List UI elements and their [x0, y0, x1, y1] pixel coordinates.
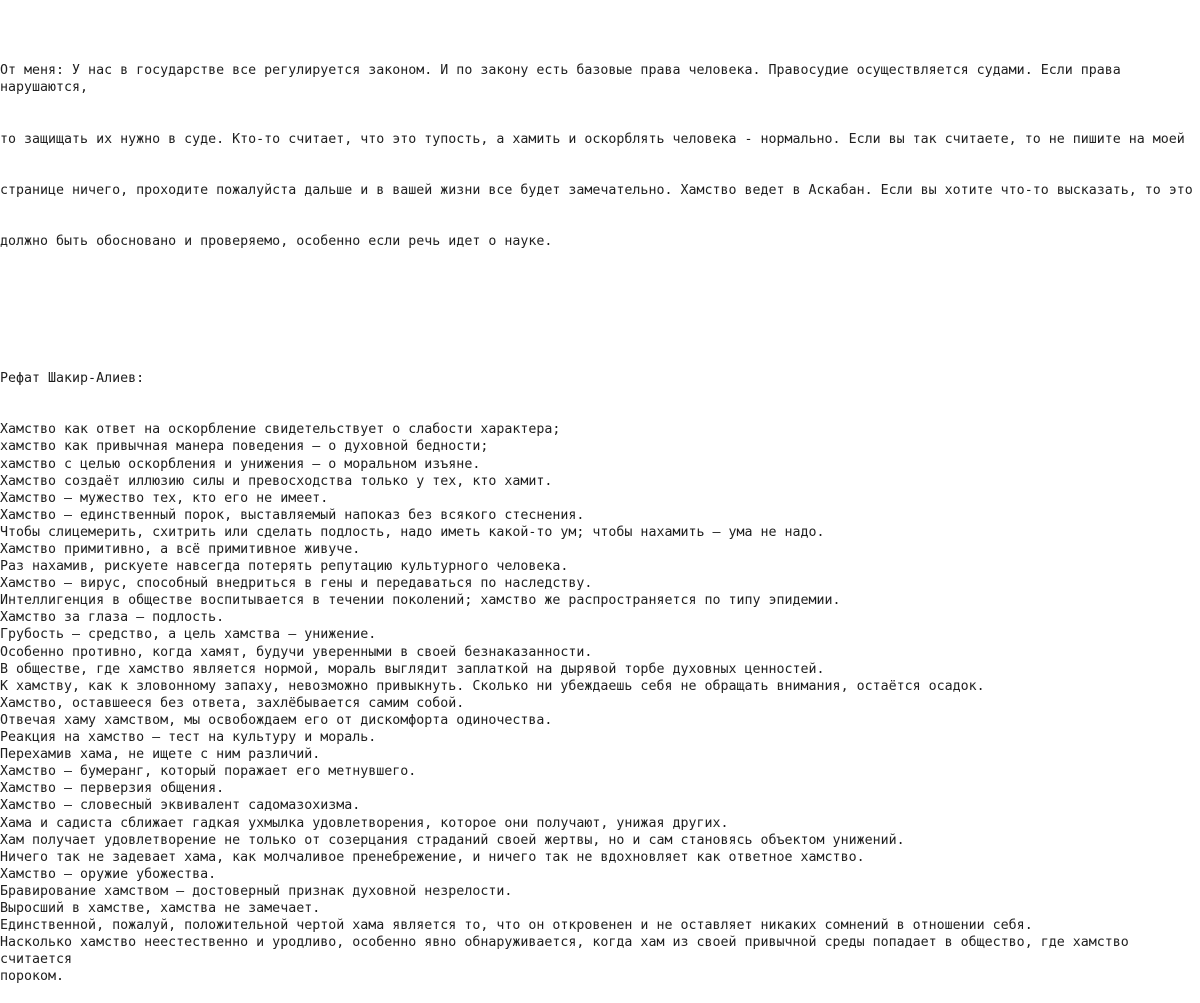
- quote-line: пороком.: [0, 969, 65, 985]
- quote-line: Хам получает удовлетворение не только от созерцания страданий своей жертвы, но и сам становясь объектом унижений.: [0, 832, 905, 848]
- quote-line: Интеллигенция в обществе воспитывается в течении поколений; хамство же распространяется по типу эпидемии.: [0, 593, 841, 609]
- quote-line: Особенно противно, когда хамят, будучи уверенными в своей безнаказанности.: [0, 644, 593, 660]
- quote-line: Хама и садиста сближает гадкая ухмылка удовлетворения, которое они получают, унижая других.: [0, 815, 729, 831]
- quote-line: Насколько хамство неестественно и уродливо, особенно явно обнаруживается, когда хам из своей привычной среды попадает в общество, где хамство считается: [0, 935, 1137, 968]
- quote-line: Бравирование хамством – достоверный признак духовной незрелости.: [0, 883, 513, 899]
- quotes-list: [0, 421, 1200, 985]
- quote-line: К хамству, как к зловонному запаху, невозможно привыкнуть. Сколько ни убеждаешь себя не обращать внимания, остаётся осадок.: [0, 678, 985, 694]
- quote-line: Раз нахамив, рискуете навсегда потерять репутацию культурного человека.: [0, 559, 569, 575]
- intro-line: странице ничего, проходите пожалуйста дальше и в вашей жизни все будет замечательно. Хамство ведет в Аскабан. Если вы хотите что-то высказать, то это: [0, 183, 1193, 199]
- intro-line: то защищать их нужно в суде. Кто-то считает, что это тупость, а хамить и оскорблять человека - нормально. Если вы так считаете, то не пишите на моей: [0, 131, 1185, 147]
- quote-line: Хамство создаёт иллюзию силы и превосходства только у тех, кто хамит.: [0, 473, 553, 489]
- quote-line: Выросший в хамстве, хамства не замечает.: [0, 900, 321, 916]
- quote-line: Ничего так не задевает хама, как молчаливое пренебрежение, и ничего так не вдохновляет как ответное хамство.: [0, 849, 865, 865]
- quote-line: Хамство – оружие убожества.: [0, 866, 217, 882]
- quote-line: Хамство – перверзия общения.: [0, 781, 225, 797]
- quote-line: Хамство – бумеранг, который поражает его метнувшего.: [0, 764, 417, 780]
- quote-line: Хамство, оставшееся без ответа, захлёбывается самим собой.: [0, 695, 465, 711]
- quote-line: Чтобы слицемерить, схитрить или сделать подлость, надо иметь какой-то ум; чтобы нахамить – ума не надо.: [0, 524, 825, 540]
- quote-line: хамство как привычная манера поведения – о духовной бедности;: [0, 439, 489, 455]
- quote-line: Единственной, пожалуй, положительной чертой хама является то, что он откровенен и не оставляет никаких сомнений в отношении себя.: [0, 918, 1033, 934]
- quote-line: Хамство как ответ на оскорбление свидетельствует о слабости характера;: [0, 422, 561, 438]
- blank-line: [0, 319, 1200, 336]
- quote-line: хамство с целью оскорбления и унижения – о моральном изъяне.: [0, 456, 481, 472]
- quote-line: Грубость – средство, а цель хамства – унижение.: [0, 627, 377, 643]
- quote-line: Хамство – единственный порок, выставляемый напоказ без всякого стеснения.: [0, 507, 585, 523]
- quote-line: Отвечая хаму хамством, мы освобождаем его от дискомфорта одиночества.: [0, 712, 553, 728]
- quote-line: Хамство – словесный эквивалент садомазохизма.: [0, 798, 361, 814]
- quote-line: Хамство за глаза – подлость.: [0, 610, 225, 626]
- quote-line: В обществе, где хамство является нормой, мораль выглядит заплаткой на дырявой торбе духовных ценностей.: [0, 661, 825, 677]
- quote-line: Перехамив хама, не ищете с ним различий.: [0, 747, 321, 763]
- quote-line: Реакция на хамство – тест на культуру и мораль.: [0, 730, 377, 746]
- quote-line: Хамство примитивно, а всё примитивное живуче.: [0, 542, 361, 557]
- author-line: Рефат Шакир-Алиев:: [0, 371, 145, 387]
- intro-line: От меня: У нас в государстве все регулируется законом. И по закону есть базовые права человека. Правосудие осуществляется судами. Если права нарушаются,: [0, 63, 1129, 96]
- quote-line: Хамство – мужество тех, кто его не имеет.: [0, 490, 329, 506]
- intro-paragraph: [0, 28, 1200, 284]
- quote-line: Хамство – вирус, способный внедриться в гены и передаваться по наследству.: [0, 576, 593, 592]
- intro-line: должно быть обосновано и проверяемо, особенно если речь идет о науке.: [0, 234, 553, 250]
